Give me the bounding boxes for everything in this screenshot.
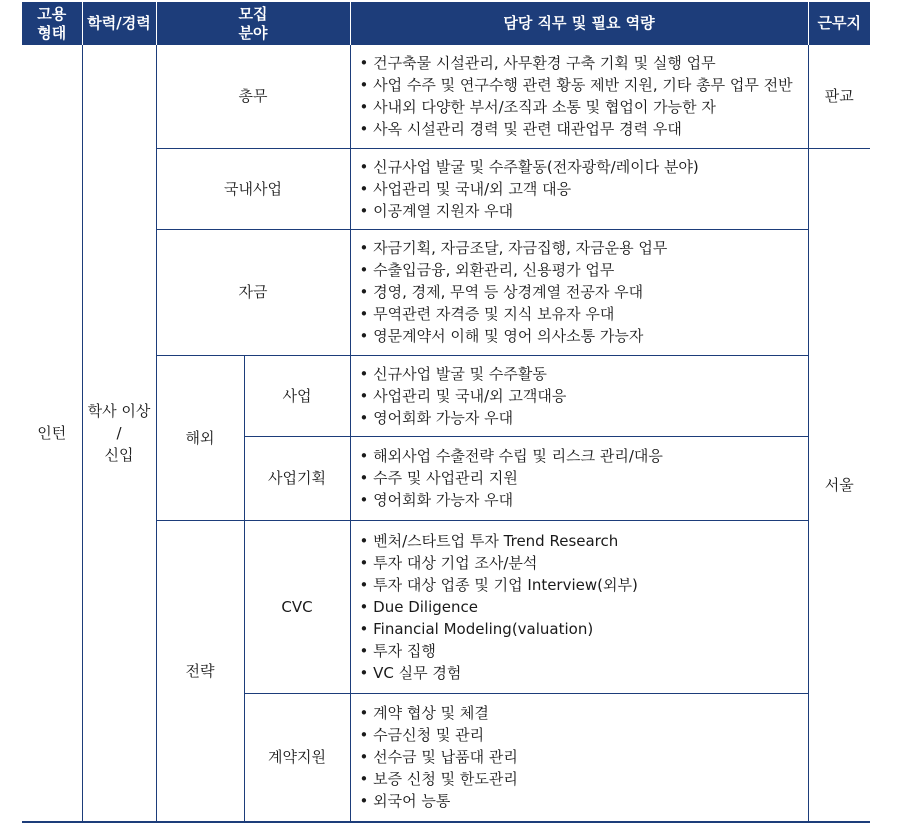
field-cell: 총무 — [156, 45, 350, 148]
duty-item: • 사옥 시설관리 경력 및 관련 대관업무 경력 우대 — [360, 118, 808, 140]
field-cell: 자금 — [156, 229, 350, 355]
duty-cell — [350, 355, 808, 436]
field-cell: 전략 — [156, 520, 244, 822]
job-table — [22, 2, 870, 823]
duty-item: • 건구축물 시설관리, 사무환경 구축 기획 및 실행 업무 — [360, 52, 808, 74]
table-header-row — [22, 2, 870, 45]
duty-item: • 자금기획, 자금조달, 자금집행, 자금운용 업무 — [360, 237, 808, 259]
duty-item: • 사업관리 및 국내/외 고객 대응 — [360, 178, 808, 200]
sub-field-cell: 사업기획 — [244, 436, 350, 520]
duty-item: • 영어회화 가능자 우대 — [360, 489, 808, 511]
location-cell-seoul: 서울 — [808, 148, 870, 822]
location-cell-pangyo: 판교 — [808, 45, 870, 148]
duty-item: • 외국어 능통 — [360, 790, 808, 812]
header-field-line2: 분야 — [238, 23, 268, 42]
header-field-line1: 모집 — [238, 4, 268, 23]
header-duty: 담당 직무 및 필요 역량 — [350, 2, 808, 45]
duty-cell — [350, 520, 808, 693]
header-field — [156, 2, 350, 45]
employment-type-cell: 인턴 — [22, 45, 82, 822]
education-line1: 학사 이상 — [87, 402, 151, 420]
duty-item: • 이공계열 지원자 우대 — [360, 200, 808, 222]
duty-item: • 투자 집행 — [360, 640, 808, 662]
duty-item: • 사내외 다양한 부서/조직과 소통 및 협업이 가능한 자 — [360, 96, 808, 118]
duty-cell — [350, 45, 808, 148]
duty-item: • 계약 협상 및 체결 — [360, 702, 808, 724]
duty-item: • VC 실무 경험 — [360, 662, 808, 684]
duty-item: • 신규사업 발굴 및 수주활동 — [360, 363, 808, 385]
duty-item: • Financial Modeling(valuation) — [360, 618, 808, 640]
sub-field-cell: 계약지원 — [244, 693, 350, 822]
duty-item: • 투자 대상 업종 및 기업 Interview(외부) — [360, 574, 808, 596]
duty-item: • 해외사업 수출전략 수립 및 리스크 관리/대응 — [360, 445, 808, 467]
duty-item: • 선수금 및 납품대 관리 — [360, 746, 808, 768]
duty-item: • 영어회화 가능자 우대 — [360, 407, 808, 429]
sub-field-cell: 사업 — [244, 355, 350, 436]
header-employment-type-line2: 형태 — [37, 23, 67, 42]
duty-item: • Due Diligence — [360, 596, 808, 618]
duty-item: • 수주 및 사업관리 지원 — [360, 467, 808, 489]
duty-item: • 수금신청 및 관리 — [360, 724, 808, 746]
field-cell: 국내사업 — [156, 148, 350, 229]
duty-item: • 수출입금융, 외환관리, 신용평가 업무 — [360, 259, 808, 281]
table-row — [22, 45, 870, 148]
field-cell: 해외 — [156, 355, 244, 520]
duty-item: • 신규사업 발굴 및 수주활동(전자광학/레이다 분야) — [360, 156, 808, 178]
education-line2: / — [116, 424, 122, 442]
duty-item: • 사업 수주 및 연구수행 관련 황동 제반 지원, 기타 총무 업무 전반 — [360, 74, 808, 96]
duty-item: • 벤처/스타트업 투자 Trend Research — [360, 530, 808, 552]
header-education: 학력/경력 — [82, 2, 156, 45]
duty-item: • 사업관리 및 국내/외 고객대응 — [360, 385, 808, 407]
duty-item: • 영문계약서 이해 및 영어 의사소통 가능자 — [360, 325, 808, 347]
duty-cell — [350, 229, 808, 355]
header-employment-type — [22, 2, 82, 45]
duty-cell — [350, 436, 808, 520]
duty-item: • 투자 대상 기업 조사/분석 — [360, 552, 808, 574]
duty-cell — [350, 693, 808, 822]
duty-item: • 보증 신청 및 한도관리 — [360, 768, 808, 790]
header-location: 근무지 — [808, 2, 870, 45]
education-line3: 신입 — [104, 446, 134, 464]
duty-item: • 무역관련 자격증 및 지식 보유자 우대 — [360, 303, 808, 325]
duty-item: • 경영, 경제, 무역 등 상경계열 전공자 우대 — [360, 281, 808, 303]
education-cell — [82, 45, 156, 822]
header-employment-type-line1: 고용 — [37, 4, 67, 23]
duty-cell — [350, 148, 808, 229]
sub-field-cell: CVC — [244, 520, 350, 693]
